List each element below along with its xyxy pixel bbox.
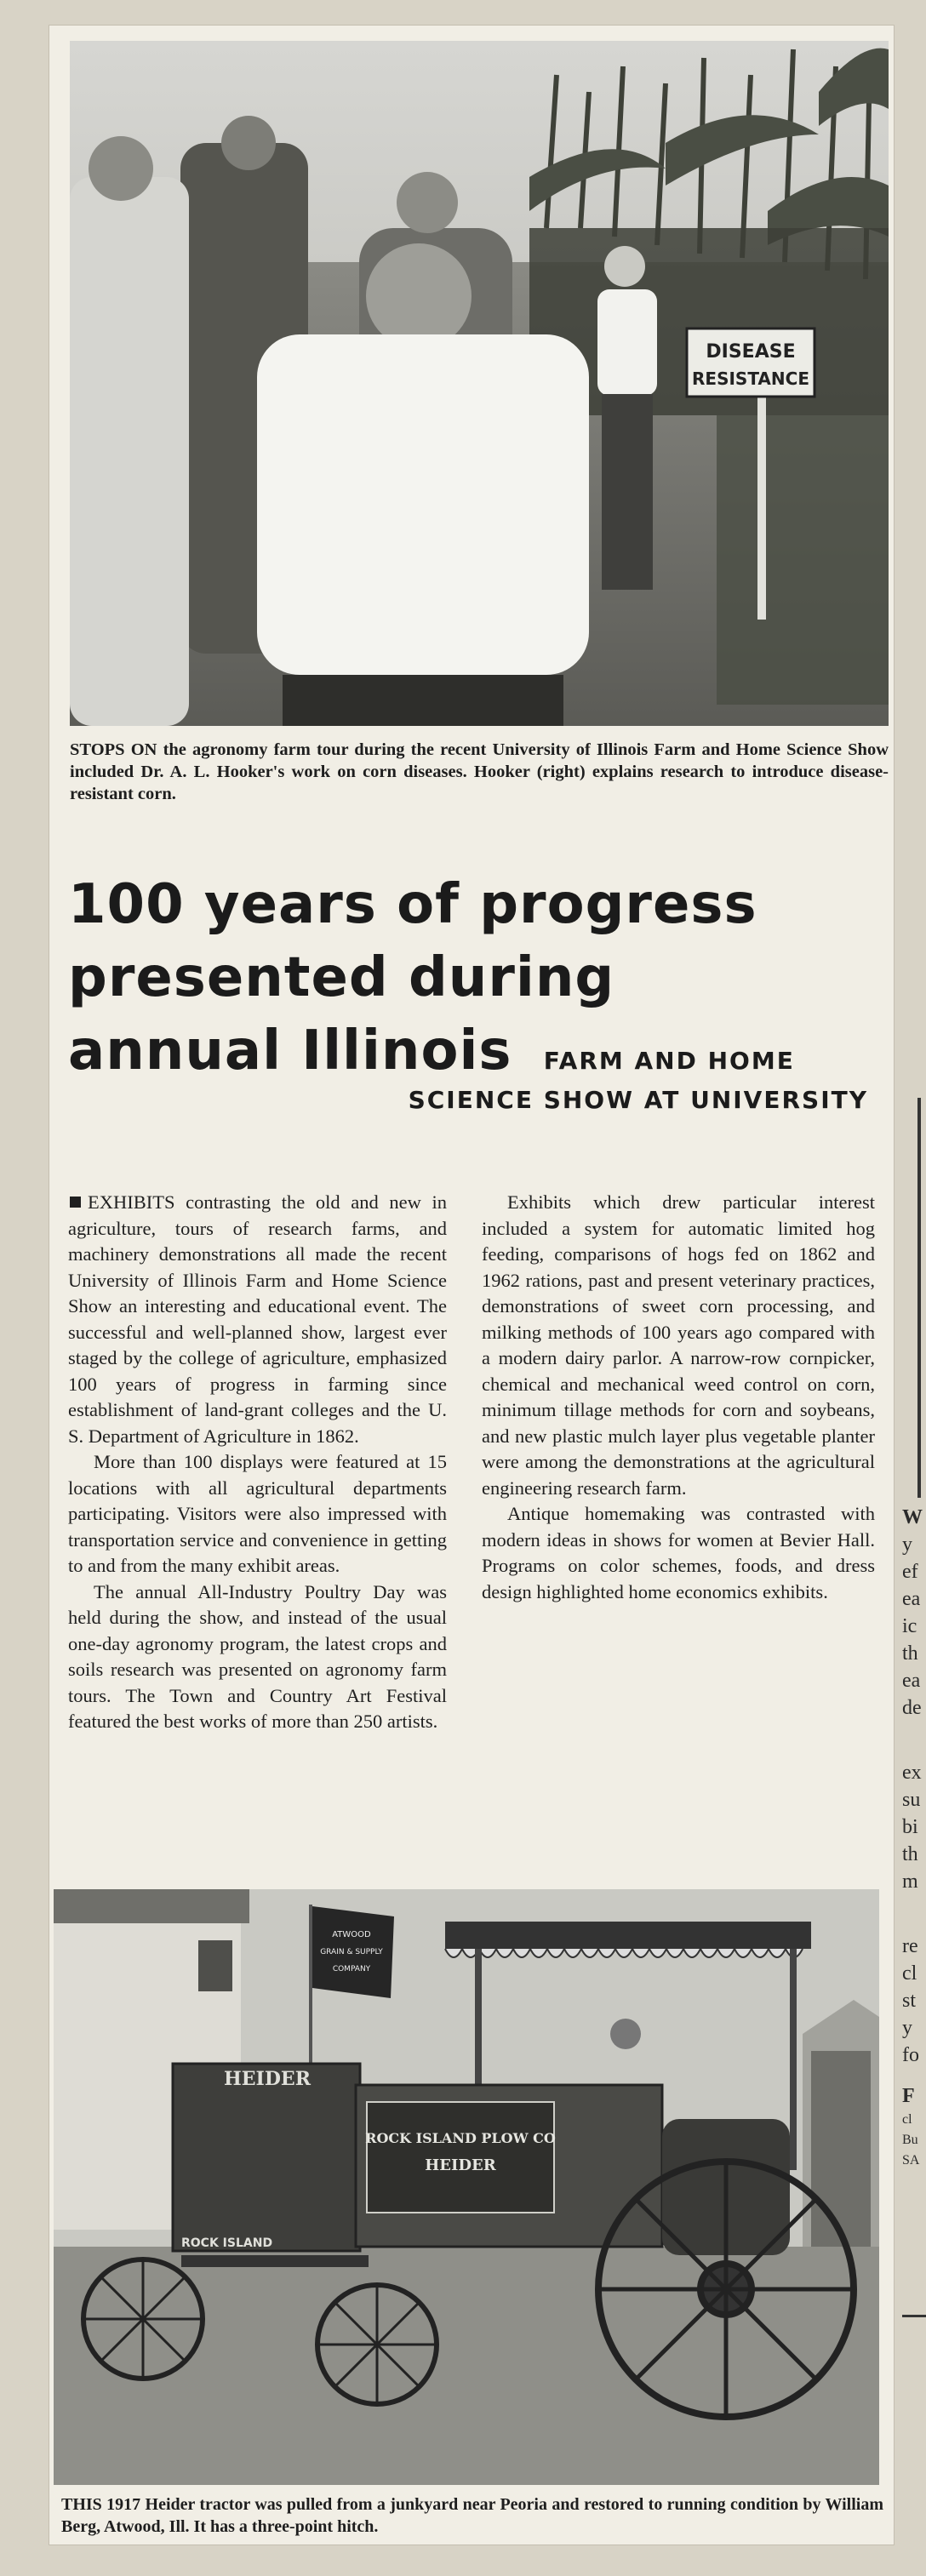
- caption-text: the agronomy farm tour during the recent University of Illinois Farm and Home Science Show included Dr. A. L. Hooker's work on corn diseases. Hooker (right) explains research to introduce disease-resistant corn.: [70, 740, 889, 803]
- fragment: su: [902, 1789, 921, 1811]
- fragment: cl: [902, 1962, 917, 1985]
- headline: [68, 868, 885, 1115]
- man-in-white-shirt-hooker: [597, 246, 657, 590]
- headline-line-1: 100 years of progress: [68, 873, 757, 936]
- fragment: th: [902, 1642, 918, 1665]
- flag-text-2: GRAIN & SUPPLY: [320, 1948, 383, 1956]
- fragment: fo: [902, 2044, 919, 2066]
- adjacent-column-edge: [902, 1506, 926, 2238]
- fragment: ic: [902, 1615, 917, 1637]
- shed-building: [803, 2000, 879, 2247]
- caption-lead: STOPS ON: [70, 740, 157, 759]
- fragment: y: [902, 2017, 912, 2039]
- fragment: bi: [902, 1816, 918, 1838]
- fragment: m: [902, 1871, 918, 1893]
- paragraph-5: Antique homemaking was contrasted with modern ideas in shows for women at Bevier Hall. Programs on color schemes, foods, and dress design highlighted home economics exhibits.: [482, 1503, 875, 1602]
- bottom-photo: [54, 1889, 879, 2485]
- paragraph-2: More than 100 displays were featured at 15 locations with all agricultural departments participating. Visitors were also impressed with transportation service and convenience in getting to and from the many exhibit areas.: [68, 1451, 447, 1576]
- sign-text-line1: DISEASE: [706, 341, 796, 363]
- disease-resistance-sign: [687, 328, 815, 397]
- paragraph-4: Exhibits which drew particular interest included a system for automatic limited hog feeding, comparisons of hogs fed on 1862 and 1962 rations, past and present veterinary practices, demonstrations of sweet corn processing, and milking methods of 100 years ago compared with a modern dairy parlor. A narrow-row cornpicker, chemical and mechanical weed control on corn, minimum tillage methods for corn and soybeans, and new plastic mulch layer plus vegetable planter were among the demonstrations at the agricultural engineering research farm.: [482, 1191, 875, 1499]
- adjacent-rule-bottom: [902, 2315, 926, 2317]
- headline-line-3-text: annual Illinois: [68, 1020, 512, 1082]
- flag-text-1: ATWOOD: [332, 1930, 371, 1939]
- fragment: Bu: [902, 2133, 918, 2147]
- fragment: th: [902, 1843, 918, 1865]
- headline-line-2: presented during: [68, 946, 615, 1009]
- fragment: cl: [902, 2112, 912, 2127]
- tractor-photo: [54, 1889, 879, 2485]
- bullet-square-icon: [70, 1197, 81, 1208]
- front-text: ROCK ISLAND: [181, 2236, 273, 2250]
- hood-text: HEIDER: [224, 2068, 311, 2090]
- paragraph-3: The annual All-Industry Poultry Day was held during the show, and instead of the usual one-day agronomy program, the latest crops and soils research was presented on agronomy farm tours. The Town and Country Art Festival featured the best works of more than 250 artists.: [68, 1580, 447, 1732]
- corn-field-photo: [70, 41, 889, 726]
- fragment: ex: [902, 1762, 922, 1784]
- fragment: re: [902, 1935, 918, 1957]
- paragraph-1: [68, 1190, 447, 1449]
- deck-line-1: FARM AND HOME: [543, 1047, 795, 1075]
- panel-text-2: HEIDER: [425, 2156, 496, 2174]
- driver: [610, 2019, 641, 2049]
- fragment: F: [902, 2085, 915, 2107]
- fragment: ef: [902, 1561, 918, 1583]
- deck-line-2: SCIENCE SHOW AT UNIVERSITY: [408, 1086, 868, 1114]
- fragment: W: [902, 1506, 923, 1528]
- sign-text-line2: RESISTANCE: [692, 368, 809, 389]
- article-column-right: [482, 1190, 875, 1605]
- panel-text-1: ROCK ISLAND PLOW CO: [365, 2130, 556, 2146]
- adjacent-rule: [917, 1098, 921, 1498]
- front-axle: [181, 2255, 369, 2267]
- article-column-left: [68, 1190, 447, 1735]
- front-wheel-left: [83, 2259, 203, 2379]
- rear-wheel: [598, 2162, 854, 2417]
- paragraph-1-text: contrasting the old and new in agriculture, tours of research farms, and machinery demonstrations all made the recent University of Illinois Farm and Home Science Show an interesting and educational event. The successful and well-planned show, largest ever staged by the college of agriculture, emphasized 100 years of progress in farming since establishment of land-grant colleges and the U. S. Department of Agriculture in 1862.: [68, 1191, 447, 1447]
- front-wheel-right: [317, 2285, 437, 2404]
- newspaper-clipping: [49, 26, 894, 2545]
- lead-word: EXHIBITS: [88, 1191, 175, 1213]
- fragment: de: [902, 1697, 922, 1719]
- bottom-photo-caption: THIS 1917 Heider tractor was pulled from a junkyard near Peoria and restored to running condition by William Berg, Atwood, Ill. It has a three-point hitch.: [61, 2495, 883, 2536]
- flag-text-3: COMPANY: [332, 1965, 371, 1973]
- fragment: ea: [902, 1588, 921, 1610]
- fragment: y: [902, 1534, 912, 1556]
- fragment: st: [902, 1990, 917, 2012]
- top-photo: [70, 41, 889, 726]
- fragment: SA: [902, 2153, 920, 2168]
- top-photo-caption: [70, 739, 889, 805]
- fragment: ea: [902, 1670, 921, 1692]
